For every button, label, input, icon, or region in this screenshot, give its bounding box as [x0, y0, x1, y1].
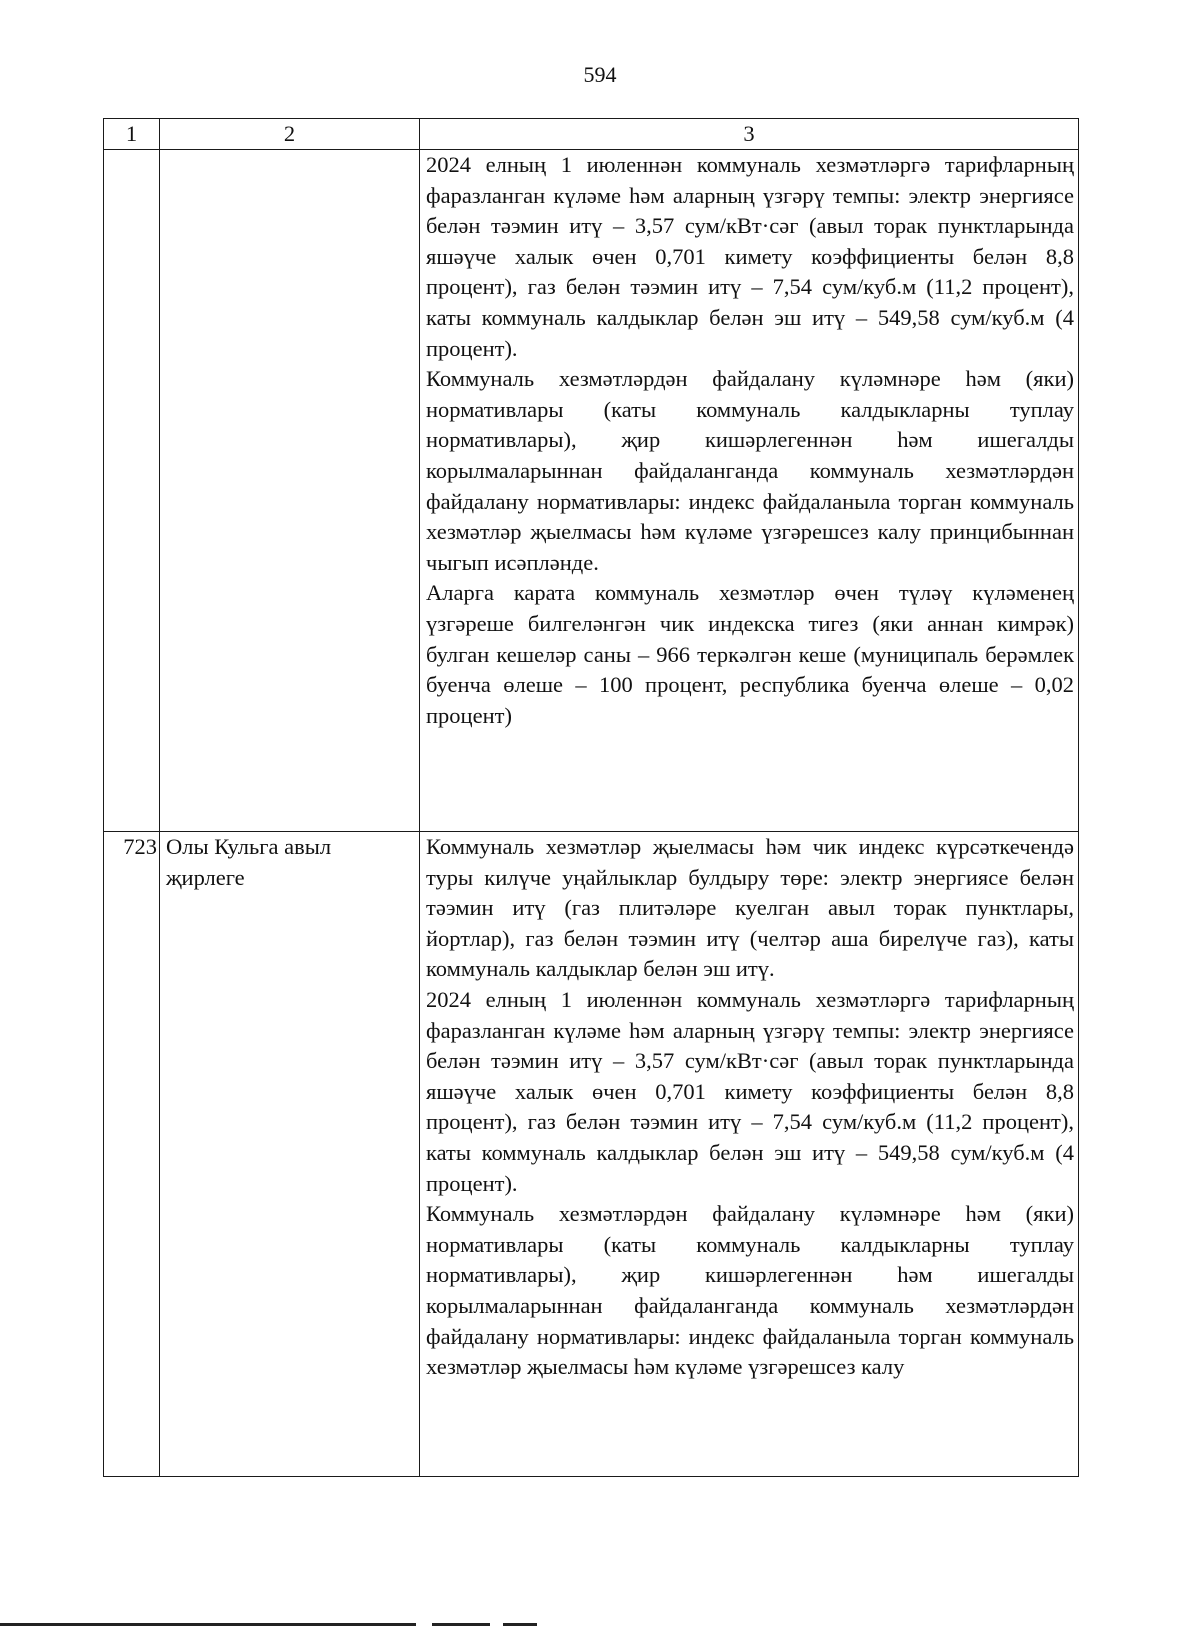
description-paragraph: Коммуналь хезмәтләрдән файдалану күләмнәре һәм (яки) нормативлары (каты коммуналь калдыкларны туплау нормативлары), җир кишәрлегеннән һәм ишегалды корылмаларыннан файдаланганда коммуналь хезмәтләрдән файдалану нормативлары: индекс файдаланыла торган коммуналь хезмәтләр җыелмасы һәм күләме үзгәрешсез калу — [426, 1201, 1074, 1380]
settlement-name-cell: Олы Кульга авыл җирлеге — [160, 832, 420, 1477]
footer-rule — [503, 1623, 537, 1626]
description-paragraph: 2024 елның 1 июленнән коммуналь хезмәтләргә тарифларның фаразланган күләме һәм аларның үзгәрү темпы: электр энергиясе белән тәэмин итү – 3,57 сум/кВт·сәг (авыл торак пунктларында яшәүче халык өчен 0,701 кимету коэффициенты белән 8,8 процент), газ белән тәэмин итү – 7,54 сум/куб.м (11,2 процент), каты коммуналь калдыклар белән эш итү – 549,58 сум/куб.м (4 процент). — [426, 986, 1074, 1196]
table-row — [104, 150, 1079, 832]
description-paragraph: Аларга карата коммуналь хезмәтләр өчен түләү күләменең үзгәреше билгеләнгән чик индекска тигез (яки аннан кимрәк) булган кешеләр саны – 966 теркәлгән кеше (муниципаль берәмлек буенча өлеше – 100 процент, республика буенча өлеше – 0,02 процент) — [426, 580, 1074, 728]
tariff-table — [103, 118, 1079, 1477]
description-paragraph: 2024 елның 1 июленнән коммуналь хезмәтләргә тарифларның фаразланган күләме һәм аларның үзгәрү темпы: электр энергиясе белән тәэмин итү – 3,57 сум/кВт·сәг (авыл торак пунктларында яшәүче халык өчен 0,701 кимету коэффициенты белән 8,8 процент), газ белән тәэмин итү – 7,54 сум/куб.м (11,2 процент), каты коммуналь калдыклар белән эш итү – 549,58 сум/куб.м (4 процент). — [426, 152, 1074, 361]
column-header-3: 3 — [420, 119, 1079, 150]
footer-rule — [432, 1623, 490, 1626]
column-header-1: 1 — [104, 119, 160, 150]
description-paragraph: Коммуналь хезмәтләрдән файдалану күләмнәре һәм (яки) нормативлары (каты коммуналь калдыкларны туплау нормативлары), җир кишәрлегеннән һәм ишегалды корылмаларыннан файдаланганда коммуналь хезмәтләрдән файдалану нормативлары: индекс файдаланыла торган коммуналь хезмәтләр җыелмасы һәм күләме үзгәрешсез калу принцибыннан чыгып исәпләнде. — [426, 366, 1074, 575]
footer-rule — [0, 1623, 416, 1626]
table-row — [104, 832, 1079, 1477]
row-number-cell: 723 — [104, 832, 160, 1477]
page-number: 594 — [583, 62, 617, 87]
settlement-name-cell — [160, 150, 420, 832]
column-header-2: 2 — [160, 119, 420, 150]
table-header-row — [104, 119, 1079, 150]
description-paragraph: Коммуналь хезмәтләр җыелмасы һәм чик индекс күрсәткечендә туры килүче уңайлыклар булдыру төре: электр энергиясе белән тәэмин итү (газ плитәләре куелган авыл торак пунктлары, йортлар), газ белән тәэмин итү (челтәр аша бирелүче газ), каты коммуналь калдыклар белән эш итү. — [426, 834, 1074, 982]
row-number-cell — [104, 150, 160, 832]
description-cell — [420, 832, 1079, 1477]
description-cell — [420, 150, 1079, 832]
